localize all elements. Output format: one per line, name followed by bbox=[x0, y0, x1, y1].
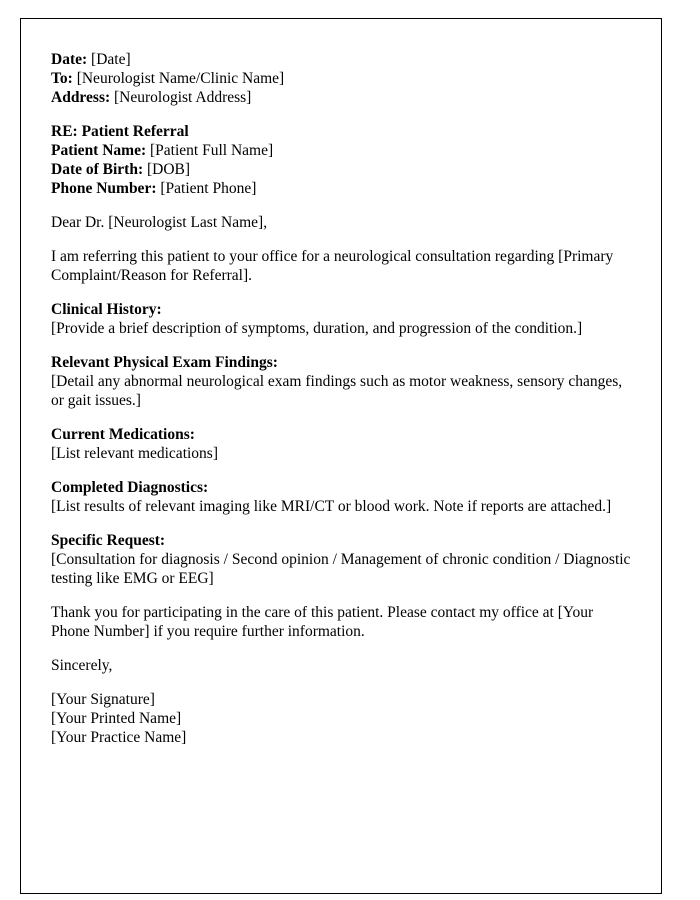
re-block bbox=[51, 122, 631, 198]
dob-label: Date of Birth: bbox=[51, 161, 144, 178]
patient-name-label: Patient Name: bbox=[51, 142, 147, 159]
section-clinical-history bbox=[51, 300, 631, 338]
section-specific-request bbox=[51, 531, 631, 588]
re-line: RE: Patient Referral bbox=[51, 123, 189, 140]
letter-sheet bbox=[20, 18, 662, 894]
sign-off: Sincerely, bbox=[51, 657, 113, 674]
section-body: [List relevant medications] bbox=[51, 445, 218, 462]
section-heading: Current Medications: bbox=[51, 426, 195, 443]
closing-paragraph: Thank you for participating in the care of this patient. Please contact my office at [Your Phone Number] if you require further information. bbox=[51, 604, 594, 640]
patient-name-line bbox=[51, 141, 631, 160]
date-label: Date: bbox=[51, 51, 88, 68]
address-line bbox=[51, 88, 631, 107]
section-body: [Provide a brief description of symptoms, duration, and progression of the condition.] bbox=[51, 320, 583, 337]
practice-name-line: [Your Practice Name] bbox=[51, 729, 187, 746]
section-body: [Consultation for diagnosis / Second opinion / Management of chronic condition / Diagnostic testing like EMG or EEG] bbox=[51, 551, 631, 587]
salutation: Dear Dr. [Neurologist Last Name], bbox=[51, 214, 268, 231]
section-completed-diagnostics bbox=[51, 478, 631, 516]
recipient-block bbox=[51, 69, 631, 107]
section-heading: Relevant Physical Exam Findings: bbox=[51, 354, 278, 371]
dob-line bbox=[51, 160, 631, 179]
to-line bbox=[51, 69, 631, 88]
section-heading: Completed Diagnostics: bbox=[51, 479, 209, 496]
section-current-medications bbox=[51, 425, 631, 463]
phone-value: [Patient Phone] bbox=[160, 180, 257, 197]
address-label: Address: bbox=[51, 89, 111, 106]
phone-line bbox=[51, 179, 631, 198]
section-body: [List results of relevant imaging like MRI/CT or blood work. Note if reports are attached.] bbox=[51, 498, 612, 515]
section-heading: Specific Request: bbox=[51, 532, 166, 549]
to-value: [Neurologist Name/Clinic Name] bbox=[76, 70, 285, 87]
section-body: [Detail any abnormal neurological exam findings such as motor weakness, sensory changes, or gait issues.] bbox=[51, 373, 623, 409]
letter-content bbox=[21, 19, 661, 747]
signature-block bbox=[51, 690, 631, 747]
signature-line: [Your Signature] bbox=[51, 691, 155, 708]
dob-value: [DOB] bbox=[147, 161, 191, 178]
date-value: [Date] bbox=[91, 51, 131, 68]
address-value: [Neurologist Address] bbox=[114, 89, 252, 106]
printed-name-line: [Your Printed Name] bbox=[51, 710, 182, 727]
intro-paragraph: I am referring this patient to your office for a neurological consultation regarding [Primary Complaint/Reason for Referral]. bbox=[51, 248, 614, 284]
patient-name-value: [Patient Full Name] bbox=[150, 142, 274, 159]
section-exam-findings bbox=[51, 353, 631, 410]
to-label: To: bbox=[51, 70, 73, 87]
phone-label: Phone Number: bbox=[51, 180, 157, 197]
section-heading: Clinical History: bbox=[51, 301, 162, 318]
date-line bbox=[51, 50, 631, 69]
